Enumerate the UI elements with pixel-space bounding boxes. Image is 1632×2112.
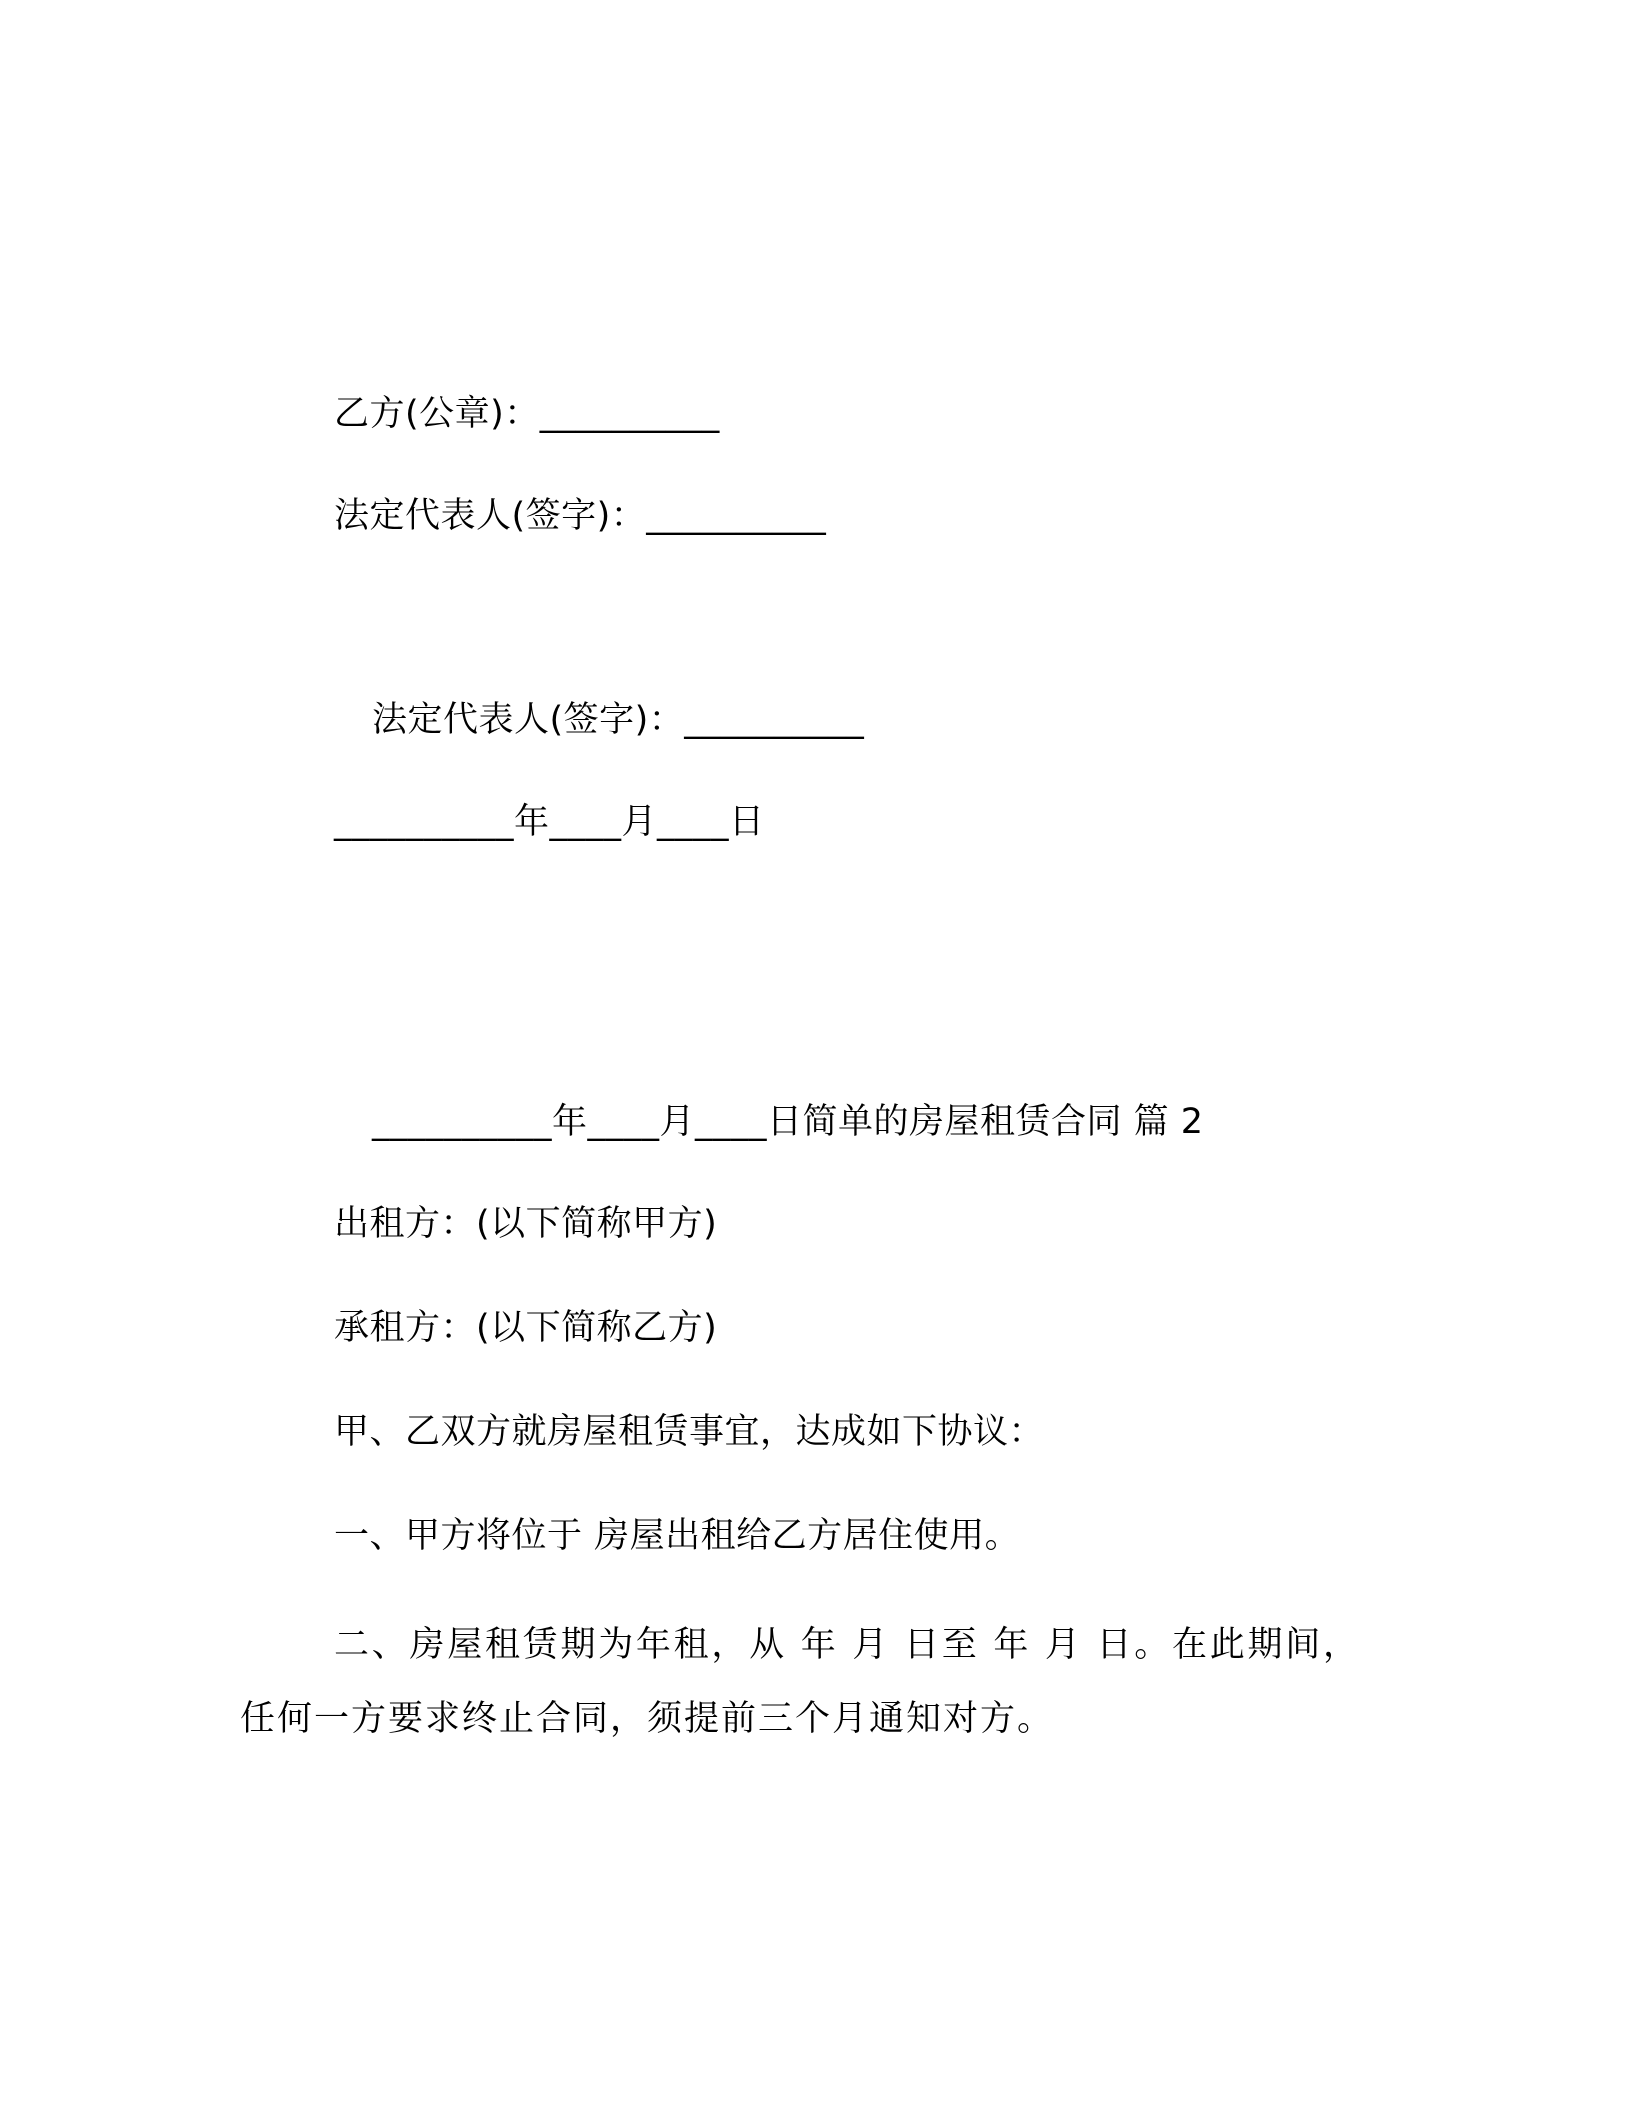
lessor-line: 出租方：(以下简称甲方) (334, 1204, 718, 1244)
date-line: __________年____月____日 (334, 802, 765, 842)
clause-1: 一、甲方将位于 房屋出租给乙方居住使用。 (334, 1516, 1021, 1556)
section-title: __________年____月____日简单的房屋租赁合同 篇 2 (372, 1102, 1204, 1142)
agreement-intro-line: 甲、乙双方就房屋租赁事宜，达成如下协议： (334, 1412, 1045, 1452)
clause-2: 二、房屋租赁期为年租，从 年 月 日至 年 月 日。在此期间，任何一方要求终止合同，须提前三个月通知对方。 (240, 1625, 1360, 1739)
legal-representative-signature-line-2: 法定代表人(签字)：__________ (372, 700, 865, 740)
party-b-seal-line: 乙方(公章)：__________ (334, 394, 720, 434)
legal-representative-signature-line: 法定代表人(签字)：__________ (334, 496, 827, 536)
lessee-line: 承租方：(以下简称乙方) (334, 1308, 718, 1348)
